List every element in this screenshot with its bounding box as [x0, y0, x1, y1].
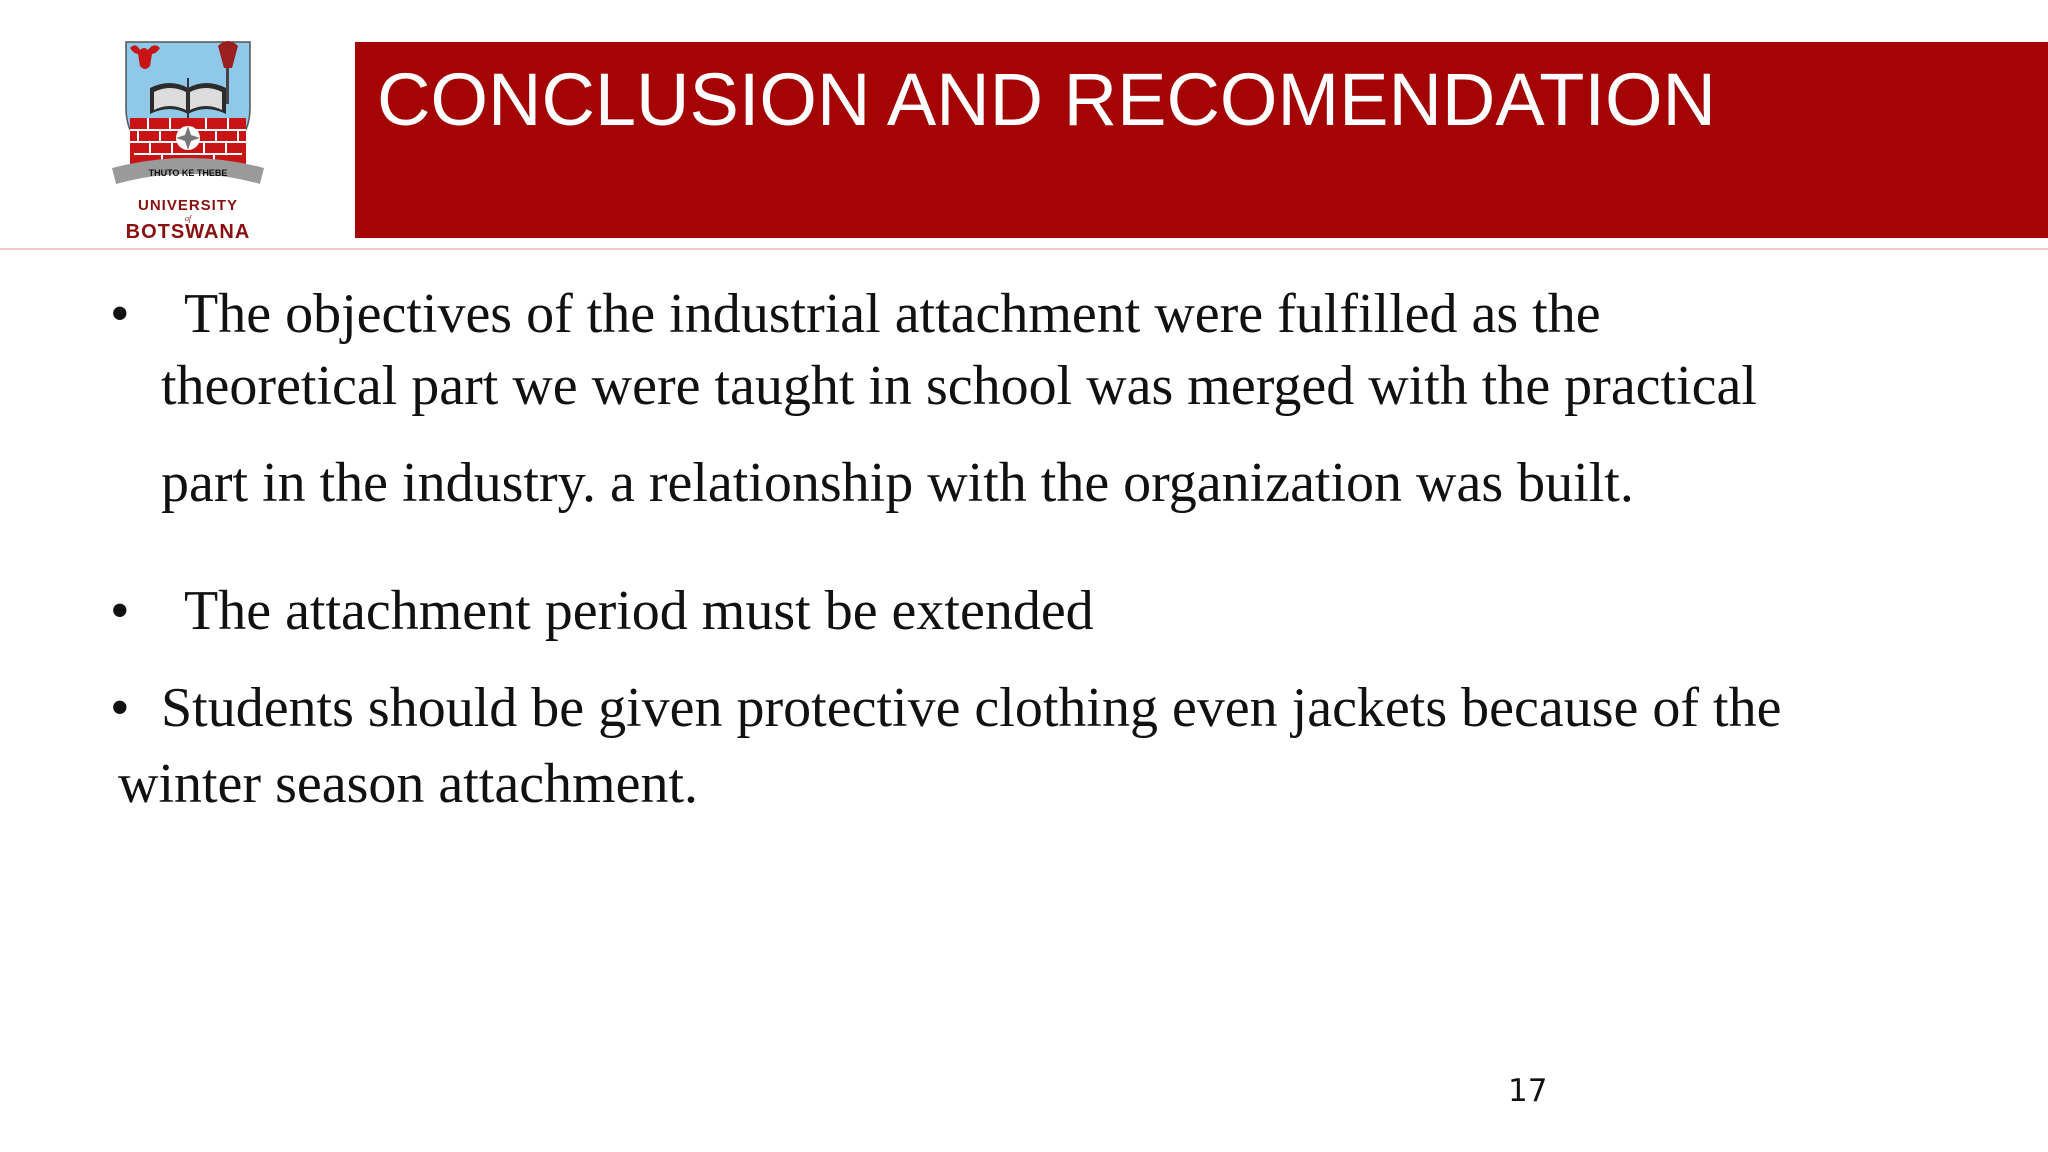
- bullet-marker: •: [110, 283, 130, 345]
- bullet-marker: •: [110, 580, 130, 642]
- logo-name-of: of: [184, 214, 192, 223]
- page-number: 17: [1508, 1073, 1548, 1109]
- title-divider: [0, 248, 2048, 250]
- logo-motto: THUTO KE THEBE: [148, 168, 228, 178]
- university-logo: [108, 38, 268, 244]
- bullet-text-line: The objectives of the industrial attachment were fulfilled as the: [184, 283, 1601, 345]
- bullet-text-line: winter season attachment.: [118, 753, 699, 815]
- bullet-text-line: Students should be given protective clothing even jackets because of the: [161, 677, 1782, 739]
- logo-name-line2: BOTSWANA: [125, 221, 251, 243]
- logo-name-line1: UNIVERSITY: [137, 197, 239, 214]
- slide-title: CONCLUSION AND RECOMENDATION: [377, 58, 1716, 141]
- bullet-text-line: The attachment period must be extended: [184, 580, 1094, 642]
- title-bar: [355, 42, 2048, 238]
- bullet-text-line: theoretical part we were taught in school was merged with the practical: [161, 355, 1757, 417]
- bullet-marker: •: [110, 677, 130, 739]
- bullet-text-line: part in the industry. a relationship with the organization was built.: [161, 452, 1634, 514]
